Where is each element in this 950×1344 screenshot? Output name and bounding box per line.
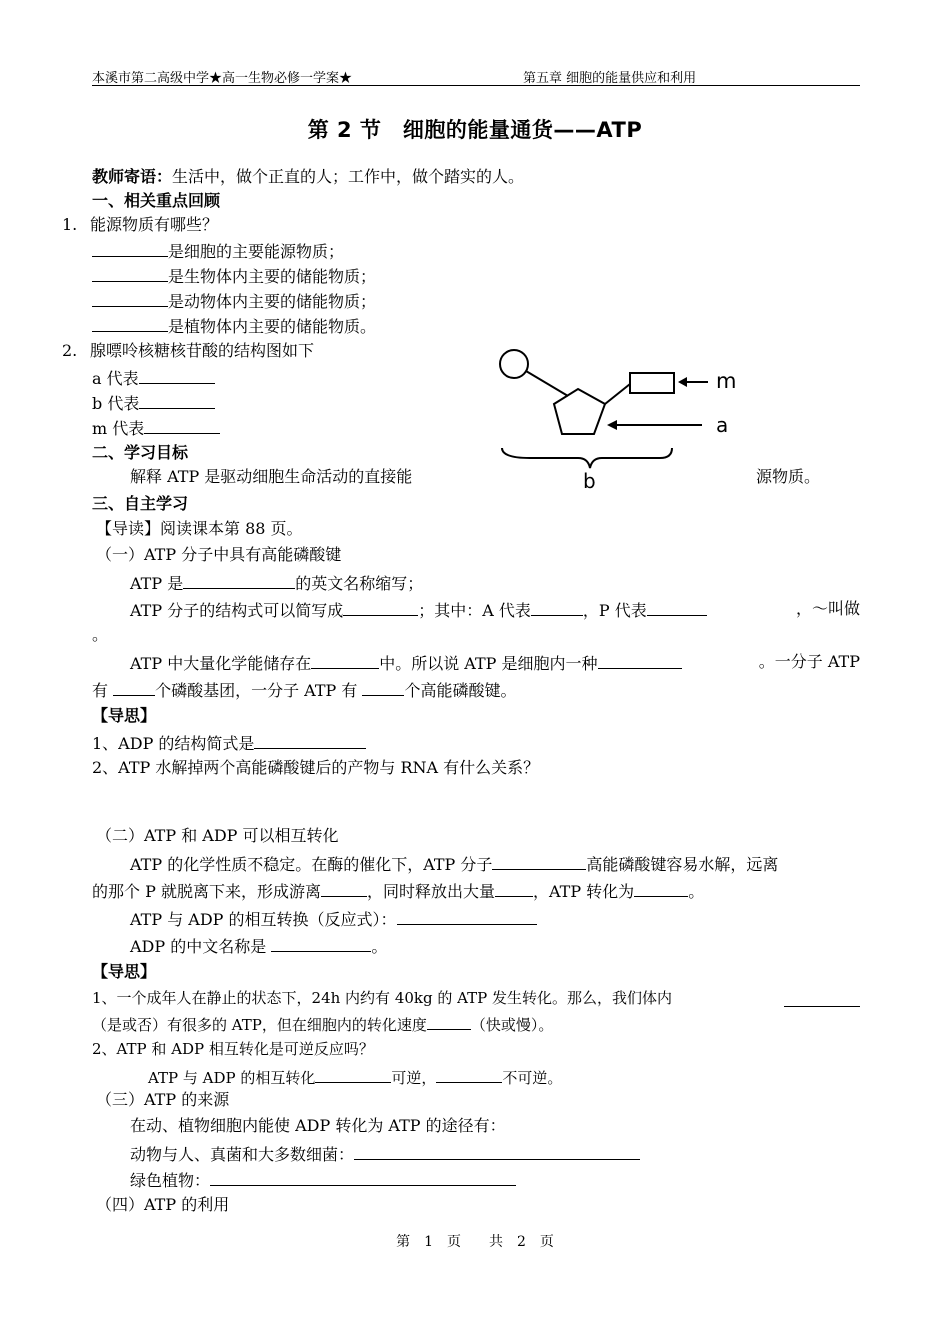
p3-line-1: 在动、植物细胞内能使 ADP 转化为 ATP 的途径有： xyxy=(130,1116,506,1135)
think-2-q2: 2、ATP 和 ADP 相互转化是可逆反应吗？ xyxy=(92,1040,374,1058)
answer-blank[interactable] xyxy=(210,1169,516,1186)
answer-blank[interactable] xyxy=(315,1066,391,1083)
answer-blank[interactable] xyxy=(113,679,155,696)
think-1-heading: 【导思】 xyxy=(92,706,157,725)
text: ，P 代表 xyxy=(582,601,647,620)
answer-blank[interactable] xyxy=(92,265,168,282)
q2-num: 2. xyxy=(62,341,78,360)
nucleotide-structure-diagram xyxy=(490,344,760,494)
teacher-motto xyxy=(92,167,524,187)
q1-line-text: 是生物体内主要的储能物质； xyxy=(168,267,377,286)
text: 不可逆。 xyxy=(502,1069,563,1087)
text: ATP 中大量化学能储存在 xyxy=(130,654,312,673)
text: 。 xyxy=(688,882,705,901)
text: ATP 与 ADP 的相互转化 xyxy=(148,1069,316,1087)
arrow-m-head xyxy=(678,377,687,387)
answer-blank[interactable] xyxy=(183,572,295,589)
q1-line-text: 是植物体内主要的储能物质。 xyxy=(168,317,377,336)
q2-m-label: m 代表 xyxy=(92,419,145,438)
answer-blank[interactable] xyxy=(531,599,583,616)
label-m: m xyxy=(716,369,737,393)
q2-text: 腺嘌呤核糖核苷酸的结构图如下 xyxy=(90,341,315,360)
q2 xyxy=(62,341,315,361)
think-1-q1 xyxy=(92,732,366,754)
answer-blank[interactable] xyxy=(92,315,168,332)
text: 绿色植物： xyxy=(130,1171,211,1190)
text: 动物与人、真菌和大多数细菌： xyxy=(130,1145,355,1164)
answer-blank[interactable] xyxy=(139,367,215,384)
text: （快或慢）。 xyxy=(470,1016,554,1034)
text: ATP 的化学性质不稳定。在酶的催化下，ATP 分子 xyxy=(130,855,493,874)
part-1-heading: （一）ATP 分子中具有高能磷酸键 xyxy=(96,545,342,564)
text: 的那个 P 就脱离下来，形成游离 xyxy=(92,882,321,901)
q1-line-text: 是动物体内主要的储能物质； xyxy=(168,292,377,311)
think-1-q2: 2、ATP 水解掉两个高能磷酸键后的产物与 RNA 有什么关系？ xyxy=(92,758,540,777)
answer-blank[interactable] xyxy=(354,1143,640,1160)
goal-text-1: 解释 ATP 是驱动细胞生命活动的直接能 xyxy=(130,467,413,486)
text: ATP 与 ADP 的相互转换（反应式）： xyxy=(130,910,397,929)
text: 高能磷酸键容易水解，远离 xyxy=(586,855,779,874)
answer-blank[interactable] xyxy=(311,652,379,669)
answer-blank[interactable] xyxy=(492,853,586,870)
q2-b-line xyxy=(92,392,215,414)
text: 个磷酸基团，一分子 ATP 有 xyxy=(155,681,363,700)
p1-line-2-end: 。 xyxy=(92,625,109,644)
think-2-q1-cont xyxy=(92,1013,553,1035)
answer-blank[interactable] xyxy=(495,880,533,897)
label-a: a xyxy=(716,413,729,437)
think-2-q2-answer xyxy=(148,1066,562,1088)
ribose-pentagon xyxy=(554,389,605,434)
guide-read: 【导读】阅读课本第 88 页。 xyxy=(96,519,303,538)
section-1-heading: 一、相关重点回顾 xyxy=(92,191,221,210)
motto-label: 教师寄语： xyxy=(92,167,173,186)
text: ATP 是 xyxy=(130,574,184,593)
text: ，同时释放出大量 xyxy=(366,882,495,901)
arrow-a-head xyxy=(607,420,617,430)
text: ，～叫做 xyxy=(795,599,860,618)
q1-text: 能源物质有哪些？ xyxy=(90,215,219,234)
page-footer: 第 1 页 共 2 页 xyxy=(396,1234,554,1250)
text: ATP 分子的结构式可以简写成 xyxy=(130,601,344,620)
answer-blank[interactable] xyxy=(397,908,537,925)
answer-blank[interactable] xyxy=(254,732,366,749)
phosphate-circle xyxy=(500,350,528,378)
think-2-q1 xyxy=(92,988,860,1008)
text: 。 xyxy=(371,937,388,956)
p2-line-1 xyxy=(130,853,860,875)
p3-line-2 xyxy=(130,1143,640,1165)
p3-line-3 xyxy=(130,1169,516,1191)
q2-m-line xyxy=(92,417,220,439)
p1-line-4 xyxy=(92,679,517,701)
goal-text-2: 源物质。 xyxy=(756,467,821,486)
base-rectangle xyxy=(630,373,674,393)
text: 有 xyxy=(92,681,114,700)
answer-blank[interactable] xyxy=(343,599,418,616)
answer-blank[interactable] xyxy=(321,880,367,897)
text: ；其中：A 代表 xyxy=(418,601,531,620)
p2-line-3 xyxy=(130,908,537,930)
q1-line-2 xyxy=(92,265,376,287)
p1-line-1 xyxy=(130,572,423,594)
q1-num: 1. xyxy=(62,215,78,234)
text: ADP 的中文名称是 xyxy=(130,937,272,956)
section-2-heading: 二、学习目标 xyxy=(92,443,189,462)
p2-line-2 xyxy=(92,880,704,902)
q1 xyxy=(62,215,219,235)
q1-line-4 xyxy=(92,315,376,337)
think-2-heading: 【导思】 xyxy=(92,962,157,981)
answer-blank[interactable] xyxy=(92,290,168,307)
q1-line-text: 是细胞的主要能源物质； xyxy=(168,242,345,261)
page-title: 第 2 节 细胞的能量通货——ATP xyxy=(307,118,643,142)
text: 可逆， xyxy=(391,1069,437,1087)
text: 。一分子 ATP xyxy=(758,652,860,671)
q1-line-1 xyxy=(92,240,344,262)
brace-b xyxy=(502,448,672,468)
page-header xyxy=(92,67,860,86)
answer-blank[interactable] xyxy=(427,1013,471,1030)
text: ，ATP 转化为 xyxy=(532,882,635,901)
header-chapter: 第五章 细胞的能量供应和利用 xyxy=(523,71,697,86)
answer-blank[interactable] xyxy=(139,392,215,409)
part-4-heading: （四）ATP 的利用 xyxy=(96,1195,230,1214)
q2-a-line xyxy=(92,367,215,389)
label-b: b xyxy=(583,469,596,493)
text: 1、ADP 的结构简式是 xyxy=(92,734,255,753)
part-3-heading: （三）ATP 的来源 xyxy=(96,1090,230,1109)
q2-a-label: a 代表 xyxy=(92,369,139,388)
text: 的英文名称缩写； xyxy=(295,574,424,593)
text: 1、一个成年人在静止的状态下，24h 内约有 40kg 的 ATP 发生转化。那么，我们体内 xyxy=(92,989,673,1007)
answer-blank[interactable] xyxy=(271,935,371,952)
text: （是或否）有很多的 ATP，但在细胞内的转化速度 xyxy=(92,1016,427,1034)
q2-b-label: b 代表 xyxy=(92,394,140,413)
p1-line-2 xyxy=(130,599,860,621)
answer-blank[interactable] xyxy=(634,880,688,897)
p1-line-3 xyxy=(130,652,860,674)
text: 个高能磷酸键。 xyxy=(404,681,517,700)
motto-text: 生活中，做个正直的人；工作中，做个踏实的人。 xyxy=(172,167,525,186)
answer-blank[interactable] xyxy=(436,1066,502,1083)
part-2-heading: （二）ATP 和 ADP 可以相互转化 xyxy=(96,826,339,845)
header-school: 本溪市第二高级中学★高一生物必修一学案★ xyxy=(92,71,353,86)
bond-line xyxy=(605,384,630,404)
bond-line xyxy=(526,371,568,396)
answer-blank[interactable] xyxy=(784,990,860,1007)
answer-blank[interactable] xyxy=(362,679,404,696)
answer-blank[interactable] xyxy=(647,599,707,616)
answer-blank[interactable] xyxy=(92,240,168,257)
answer-blank[interactable] xyxy=(598,652,682,669)
answer-blank[interactable] xyxy=(144,417,220,434)
text: 中。所以说 ATP 是细胞内一种 xyxy=(379,654,598,673)
q1-line-3 xyxy=(92,290,376,312)
section-3-heading: 三、自主学习 xyxy=(92,494,189,513)
p2-line-4 xyxy=(130,935,387,957)
